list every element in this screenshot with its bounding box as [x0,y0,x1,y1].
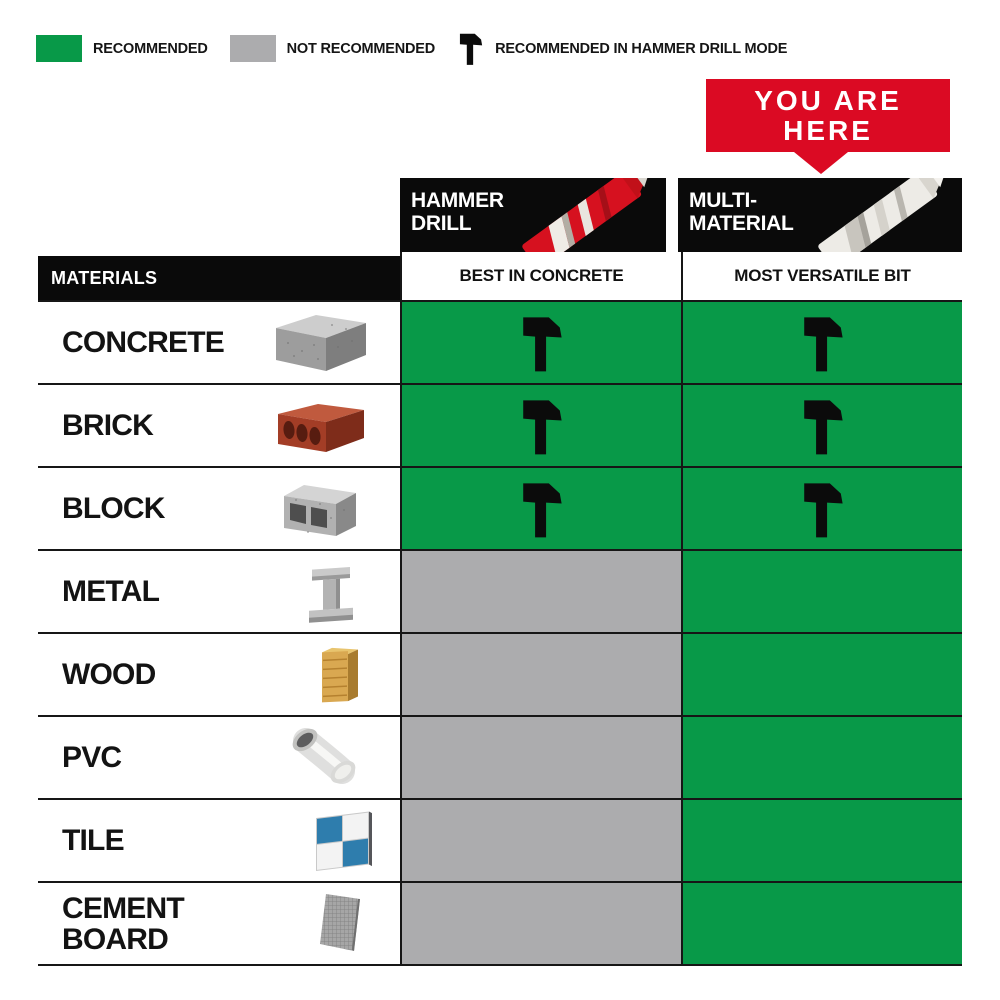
subheader-most-versatile-bit [681,252,962,300]
subheader-label: MOST VERSATILE BIT [734,266,911,285]
multi-material-cell [681,302,962,383]
material-cell [38,385,400,466]
down-arrow-icon [794,152,848,174]
column-title: MULTI-MATERIAL [689,189,794,235]
multi-material-cell [681,883,962,964]
column-header-hammer-drill [400,178,666,252]
hammer-drill-cell [400,800,681,881]
material-label: TILE [62,824,124,857]
table-row-pvc [38,717,962,800]
materials-header-label: MATERIALS [51,267,158,288]
subheader-best-in-concrete [400,252,681,300]
hammer-icon [799,394,846,458]
material-label: BLOCK [62,492,165,525]
hammer-drill-cell [400,302,681,383]
hammer-icon [457,30,484,67]
material-cell [38,302,400,383]
material-label: CEMENT BOARD [62,891,184,956]
material-cell [38,883,400,964]
material-label: BRICK [62,409,153,442]
hammer-drill-cell [400,883,681,964]
i-beam-image [292,559,372,625]
hammer-drill-cell [400,717,681,798]
hammer-drill-cell [400,634,681,715]
material-cell [38,551,400,632]
gray-swatch-icon [230,35,276,62]
hammer-icon [518,477,565,541]
legend-item-hammer-mode [457,30,787,67]
table-row-cement-board [38,883,962,966]
brick-image [268,394,372,458]
column-header-multi-material [678,178,962,252]
table-row-brick [38,385,962,468]
multi-material-cell [681,634,962,715]
table-row-concrete [38,302,962,385]
material-cell [38,634,400,715]
subheader-label: BEST IN CONCRETE [459,266,624,285]
tile-image [292,807,372,875]
material-cell [38,468,400,549]
pvc-elbow-image [276,725,372,791]
multi-material-cell [681,385,962,466]
hammer-icon [518,311,565,375]
materials-header-bar [38,256,400,300]
table-row-wood [38,634,962,717]
cinder-block-image [276,476,372,542]
hammer-drill-cell [400,468,681,549]
table-row-tile [38,800,962,883]
legend-label: RECOMMENDED IN HAMMER DRILL MODE [495,40,788,57]
material-label: CONCRETE [62,326,224,359]
legend-label: RECOMMENDED [93,40,208,57]
red-drill-bit-image [514,178,664,252]
multi-material-cell [681,551,962,632]
multi-material-cell [681,800,962,881]
material-label: METAL [62,575,160,608]
concrete-block-image [268,311,372,375]
banner-text: HERE [783,114,873,146]
material-cell [38,717,400,798]
material-label: PVC [62,741,122,774]
column-title: HAMMER DRILL [411,189,504,235]
material-label: WOOD [62,658,156,691]
hammer-icon [799,477,846,541]
legend [36,30,809,67]
hammer-icon [518,394,565,458]
legend-item-recommended [36,35,208,62]
comparison-table-body [38,300,962,966]
hammer-icon [799,311,846,375]
multi-material-cell [681,717,962,798]
multi-material-cell [681,468,962,549]
table-row-block [38,468,962,551]
you-are-here-banner [706,79,950,152]
lumber-image [292,642,372,708]
banner-text: YOU ARE [754,84,902,116]
hammer-drill-cell [400,551,681,632]
cement-board-image [292,889,372,959]
green-swatch-icon [36,35,82,62]
material-cell [38,800,400,881]
legend-label: NOT RECOMMENDED [286,40,436,57]
white-drill-bit-image [810,178,960,252]
hammer-drill-cell [400,385,681,466]
table-row-metal [38,551,962,634]
legend-item-not-recommended [230,35,435,62]
